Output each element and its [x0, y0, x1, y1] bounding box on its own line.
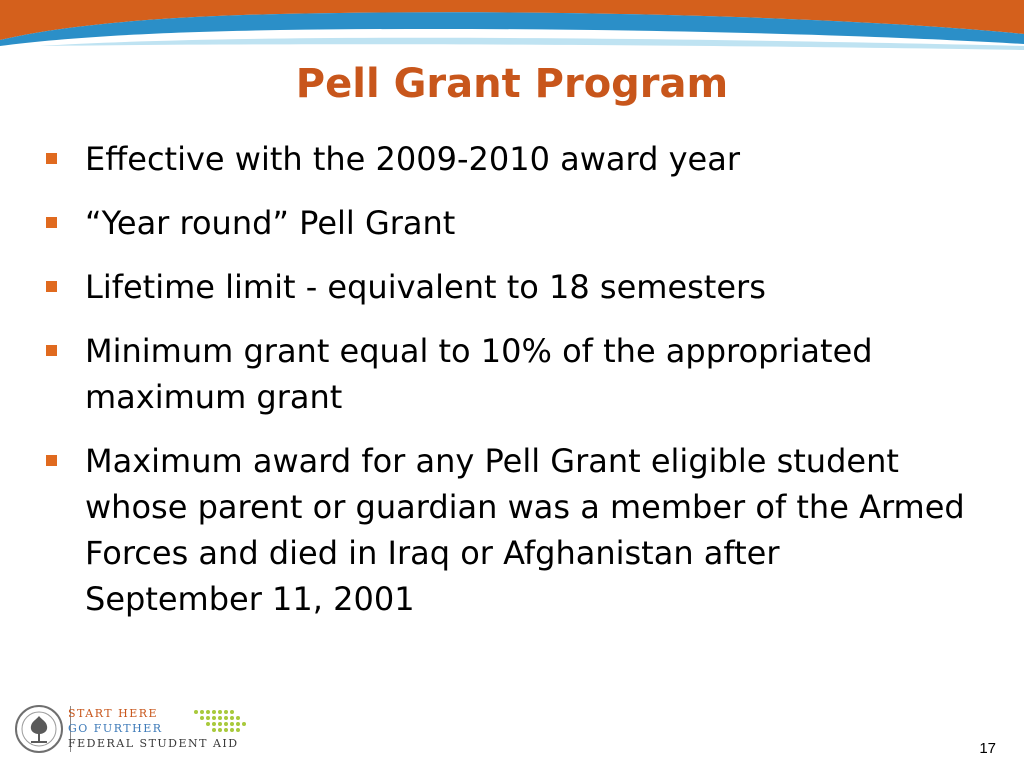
square-bullet-icon: [46, 217, 57, 228]
square-bullet-icon: [46, 455, 57, 466]
bullet-item: [46, 328, 966, 420]
logo-agency-name: FEDERAL STUDENT AID: [68, 737, 239, 750]
logo-dot-grid-icon: [192, 708, 248, 738]
bullet-item: [46, 136, 966, 182]
bullet-item: [46, 200, 966, 246]
top-banner: [0, 0, 1024, 60]
federal-student-aid-logo: [14, 702, 254, 758]
bullet-item: [46, 438, 966, 622]
square-bullet-icon: [46, 153, 57, 164]
bullet-text: Effective with the 2009-2010 award year: [85, 140, 740, 178]
square-bullet-icon: [46, 281, 57, 292]
page-number: 17: [979, 740, 996, 757]
logo-tagline-go: GO FURTHER: [68, 722, 163, 735]
slide-title: Pell Grant Program: [295, 61, 729, 107]
bullet-list: [46, 136, 966, 640]
logo-tagline-start: START HERE: [68, 707, 159, 720]
square-bullet-icon: [46, 345, 57, 356]
bullet-text: Minimum grant equal to 10% of the appropriated maximum grant: [85, 332, 873, 416]
bullet-text: Maximum award for any Pell Grant eligible student whose parent or guardian was a member of the Armed Forces and died in Iraq or Afghanistan after September 11, 2001: [85, 442, 965, 618]
bullet-text: “Year round” Pell Grant: [85, 204, 456, 242]
bullet-item: [46, 264, 966, 310]
bullet-text: Lifetime limit - equivalent to 18 semesters: [85, 268, 766, 306]
department-seal-icon: [14, 704, 64, 754]
